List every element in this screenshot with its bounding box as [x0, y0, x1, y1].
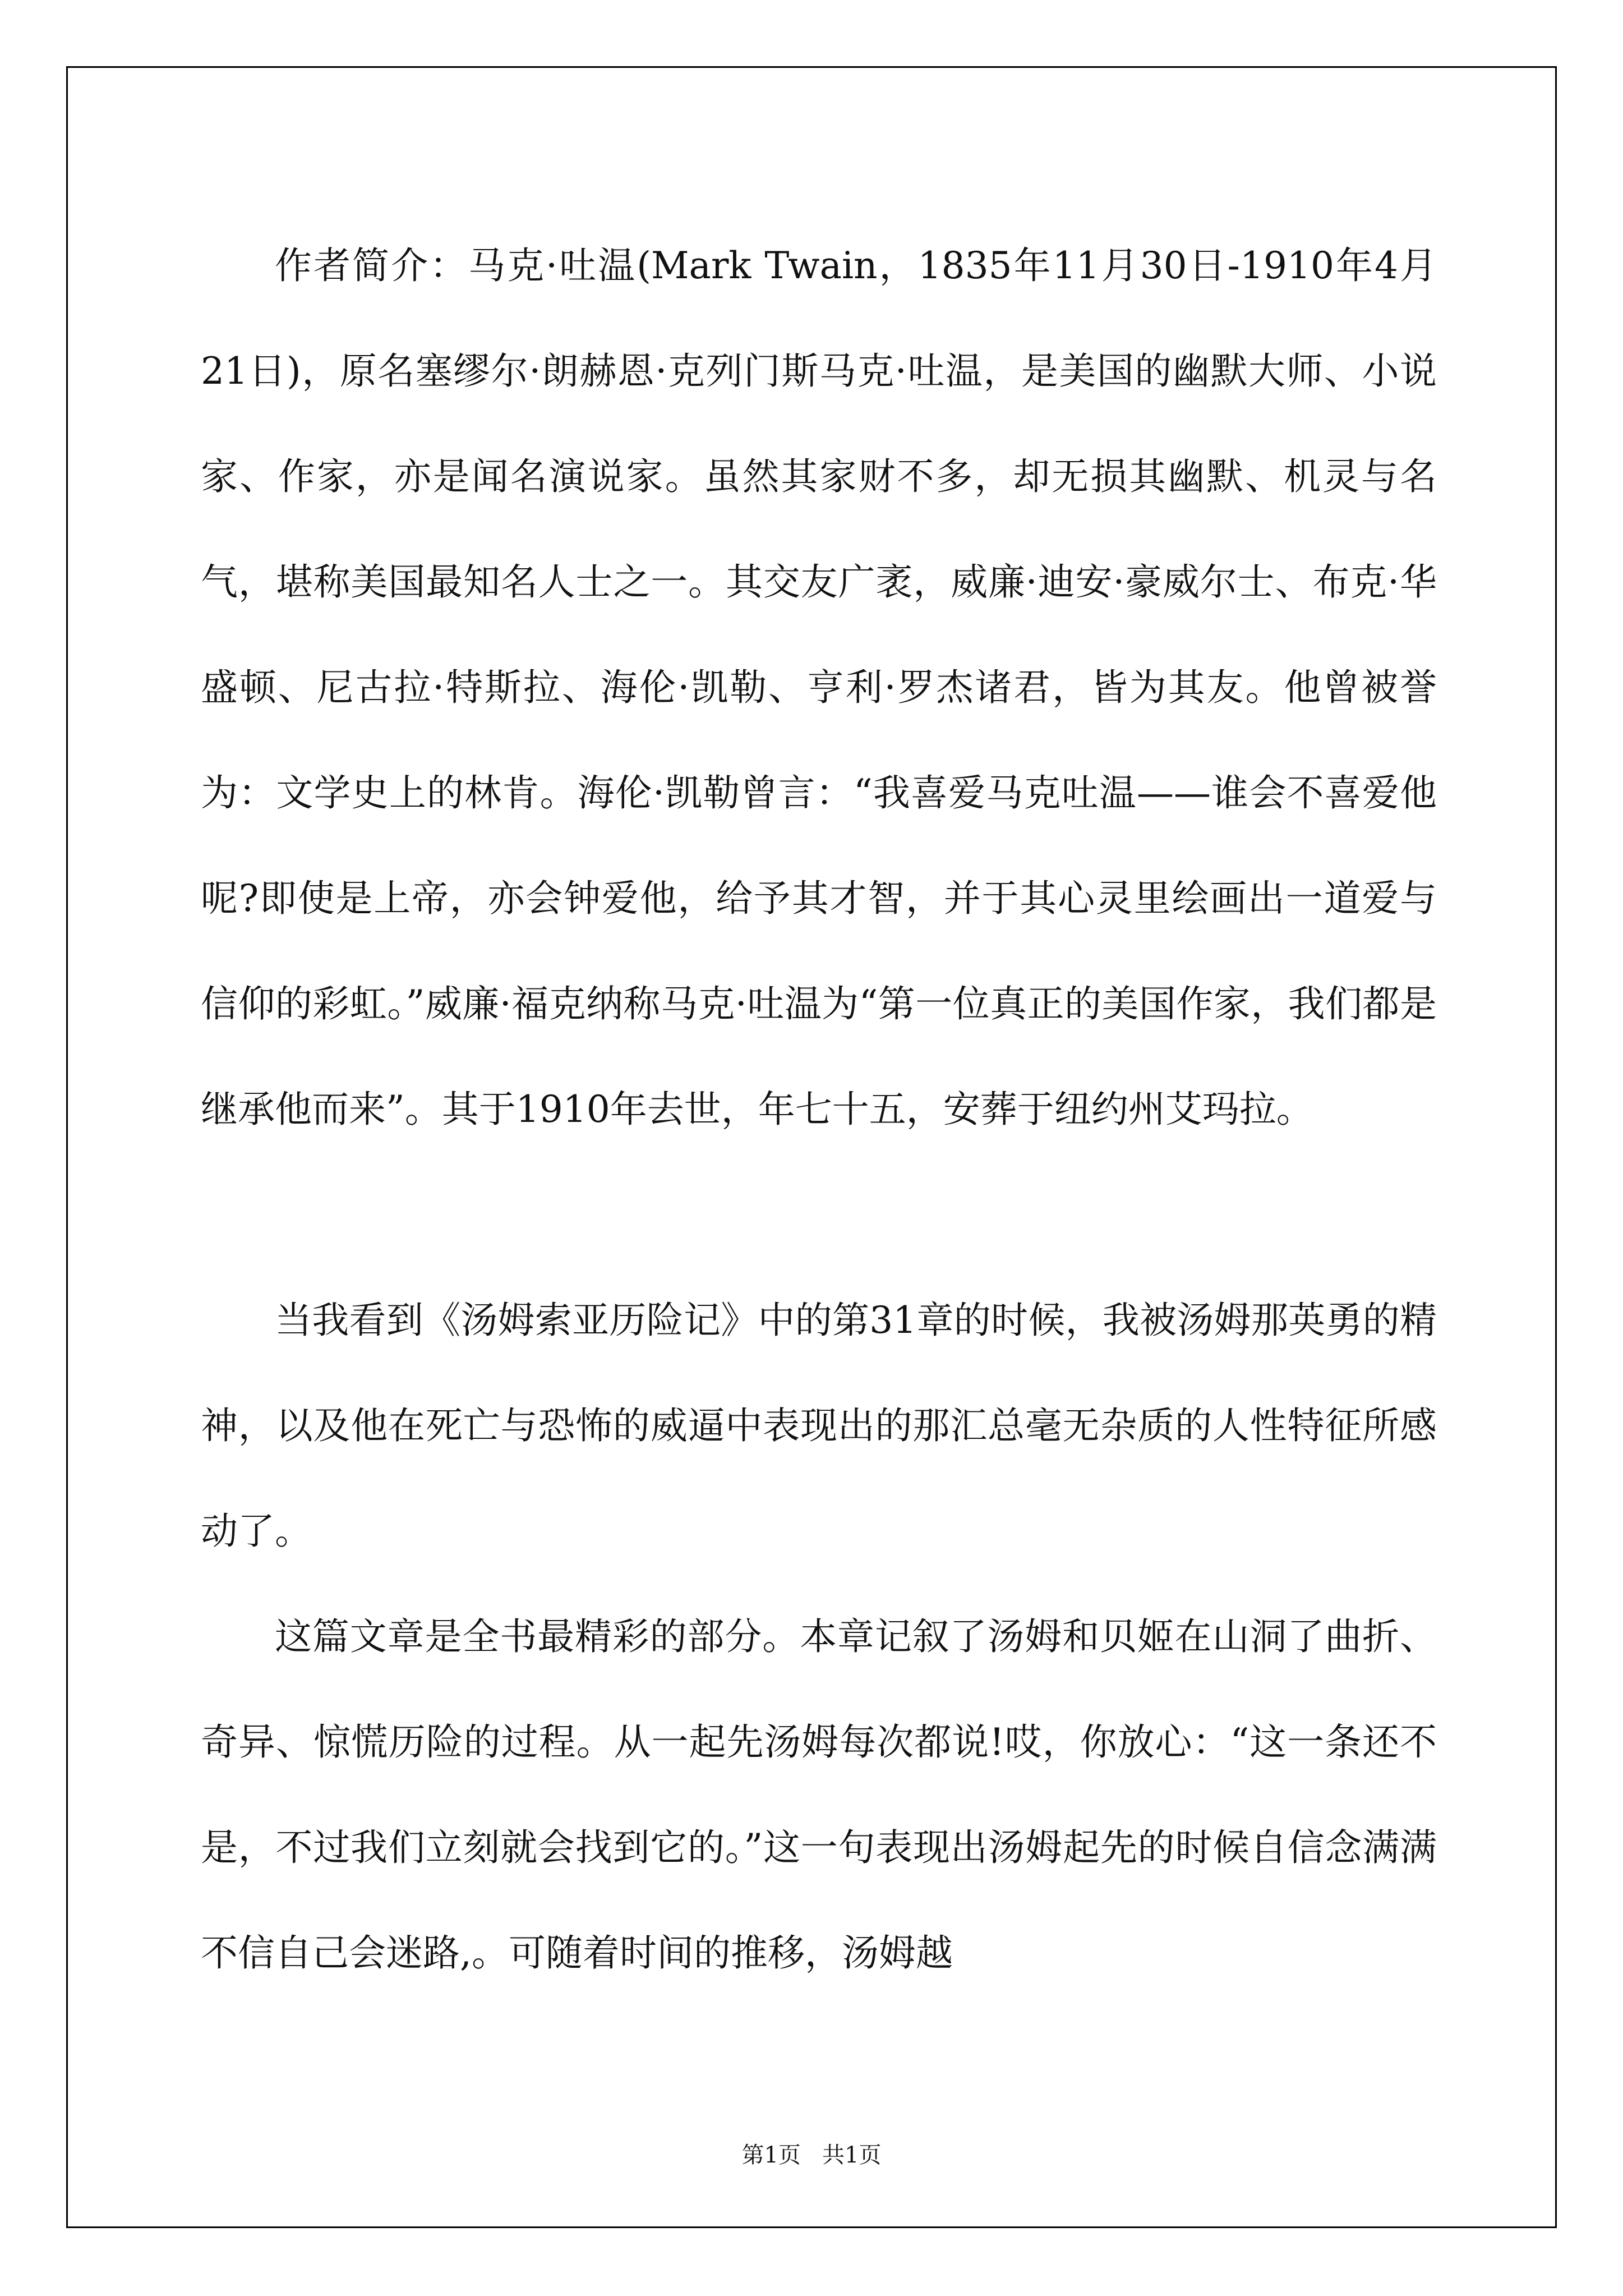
paragraph-author-intro: 作者简介：马克·吐温(Mark Twain，1835年11月30日-1910年4月21日)，原名塞缪尔·朗赫恩·克列门斯马克·吐温，是美国的幽默大师、小说家、作家，亦是闻名演说家。虽然其家财不多，却无损其幽默、机灵与名气，堪称美国最知名人士之一。其交友广袤，威廉·迪安·豪威尔士、布克·华盛顿、尼古拉·特斯拉、海伦·凯勒、亨利·罗杰诸君，皆为其友。他曾被誉为：文学史上的林肯。海伦·凯勒曾言：“我喜爱马克吐温——谁会不喜爱他呢?即使是上帝，亦会钟爱他，给予其才智，并于其心灵里绘画出一道爱与信仰的彩虹。”威廉·福克纳称马克·吐温为“第一位真正的美国作家，我们都是继承他而来”。其于1910年去世，年七十五，安葬于纽约州艾玛拉。 — [201, 244, 1437, 1131]
paragraph-cave-adventure: 这篇文章是全书最精彩的部分。本章记叙了汤姆和贝姬在山洞了曲折、奇异、惊慌历险的过程。从一起先汤姆每次都说!哎，你放心：“这一条还不是，不过我们立刻就会找到它的。”这一句表现出汤姆起先的时候自信念满满不信自己会迷路,。可随着时间的推移，汤姆越 — [201, 1615, 1437, 1975]
page-number-footer: 第1页 共1页 — [741, 2142, 882, 2168]
document-body — [201, 213, 1437, 2006]
paragraph-chapter-31: 当我看到《汤姆索亚历险记》中的第31章的时候，我被汤姆那英勇的精神，以及他在死亡与恐怖的威逼中表现出的那汇总毫无杂质的人性特征所感动了。 — [201, 1299, 1437, 1553]
